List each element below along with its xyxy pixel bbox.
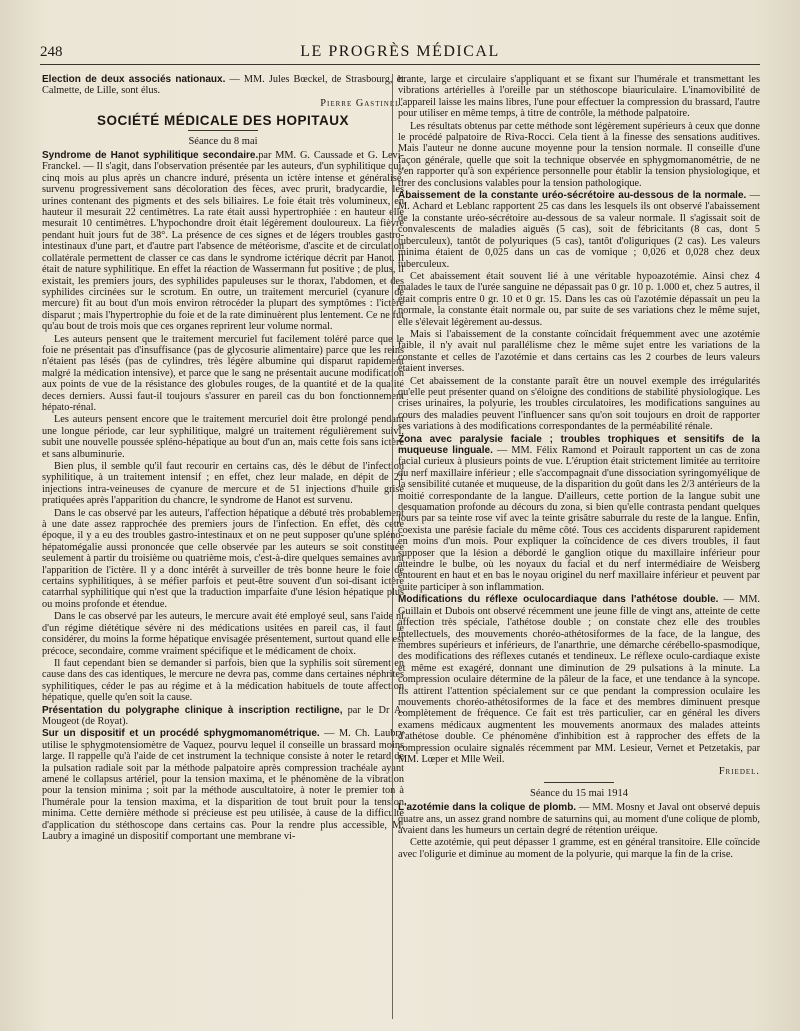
society-title: SOCIÉTÉ MÉDICALE DES HOPITAUX [96,113,350,129]
article-paragraph [42,461,404,507]
article-paragraph [398,121,760,189]
article-text: Cet abaissement de la constante paraît être un nouvel exemple des irrégularités qu'elle peut présenter quand on s'éloigne des conditions de stabilité physiologique. Les crises urinaires, la polyurie, les troubles circulatoires, les modifications sanguines au cours des maladies peuvent l'influencer sans qu'on soit toujours en droit de rapporter ses variations à des modifications correspondantes de la perméabilité rénale. [398,375,760,433]
article-text: — M. Ch. Laubry utilise le sphygmotensiomètre de Vaquez, pourvu lequel il conseille un brassard moins large. Il rappelle qu'à l'aide de cet instrument la technique consiste à noter le retard de la pulsation radiale soit par la méthode palpatoire après compression trachéale ayant amené le collapsus artériel, pour la tension maxima, et le phénomène de la vibration pour la tension minima ; soit par la méthode auscultatoire, à noter le premier ton à l'humérale pour la tension maxima, et la disparition de tout bruit pour la tension minima. Cette dernière méthode si précieuse est peu utilisée, à cause de la difficulté d'application du stéthoscope dans certains cas. Pour la rendre plus accessible, M. Laubry a imaginé un dispositif comportant une membrane vi- [42,728,404,842]
column-divider [392,74,393,1019]
article-paragraph [398,434,760,594]
article-text: Mais si l'abaissement de la constante coïncidait fréquemment avec une azotémie faible, il n'y avait nul parallélisme chez le même sujet entre les variations de la constante et celles de l'azotémie et dans certains cas les 2 courbes de leurs valeurs étaient inverses. [398,328,760,375]
article-paragraph [42,334,404,414]
article-paragraph [42,150,404,333]
article-paragraph [398,594,760,765]
article-text: — MM. Guillain et Dubois ont observé récemment une jeune fille de vingt ans, atteinte de cette affection très spéciale, l'athétose double ; on constate chez elle des troubles intellectuels, des mouvements choréo-athétosiformes de la face, de la langue, des membres supérieurs et inférieurs, de l'anarthrie, une démarche cérébello-spasmodique, des modifications des réflexes cutanés et tendineux. Le réflexe oculo-cardiaque existe et même est exagéré, donnant une diminution de 29 pulsations à la minute. La compression oculaire détermine de la pâleur de la face, et une tendance à la syncope. Ils attirent l'attention spécialement sur ce que pendant la compression oculaire les mouvements choréo-athétosiformes de la face et des membres diminuent presque complètement de fréquence. Ce fait est très particulier, car en général les divers examens médicaux augmentent les mouvements anormaux des malades atteints d'athétose double. Ce phénomène d'inhibition est à rapprocher des effets de la compression oculaire signalés récemment par MM. Lesieur, Vernet et Petzetakis, par MM. Lœper et Mlle Weil. [398,594,760,765]
session2-date: Séance du 15 mai 1914 [530,787,628,799]
article-text: par MM. G. Caussade et G. Levi-Franckel. — Il s'agit, dans l'observation présentée par les auteurs, d'un syphilitique qui, cinq mois au plus après un chancre induré, présenta un ictère intense et généralisé, survenu progressivement sans décoloration des fèces, avec prurit, bradycardie, les urines contenant des pigments et des sels biliaires. Le foie était très volumineux, en hauteur il mesurait 22 centimètres. La rate était aussi hypertrophiée : en hauteur elle mesurait 10 centimètres. L'hypochondre droit était légèrement douloureux. La fièvre pendant huit jours fut de 38°. La présence de ces signes et de légers troubles gastro-intestinaux d'une part, et d'autre part l'absence de météorisme, d'ascite et de circulation collatérale permettent de classer ce cas dans le syndrome ictérique décrit par Hanot. Il était de nature syphilitique. En effet la réaction de Wassermann fut positive ; de plus, il existait, les premiers jours, des syphilides papuleuses sur le thorax, l'abdomen, et des syphilides circinées sur le scrotum. En outre, un traitement mercuriel (cyanure de mercure) fit au bout d'un mois environ rétrocéder la plupart des symptômes : l'ictère disparut ; mais l'hypertrophie du foie et de la rate diminuèrent plus lentement. Ce ne fut qu'au bout de trois mois que ces organes reprirent leur volume normal. [42,150,404,333]
article-text: Bien plus, il semble qu'il faut recourir en certains cas, dès le début de l'infection syphilitique, à un traitement intensif ; en effet, chez leur malade, en dépit de 21 injections intra-veineuses de cyanure de mercure et de 51 injections d'huile grise pratiquées après l'apparition du chancre, le syndrome de Hanot est survenu. [42,461,404,507]
page-number: 248 [40,44,63,60]
article-text: Dans le cas observé par les auteurs, l'affection hépatique a débuté très probablement à une date assez rapprochée des premiers jours de l'infection. En effet, dès cette époque, il y a eu des troubles gastro-intestinaux et on ne peut supposer qu'une spléno-hépatomégalie aussi prononcée que celle observée par les auteurs se soit constituée seulement à partir du troisième ou quatrième mois, c'est-à-dire quelques semaines avant l'apparition de l'ictère. Il y a donc intérêt à surveiller de très bonne heure le foie de certains syphilitiques, à se méfier parfois et peut-être souvent d'un soi-disant ictère catarrhal syphilitique qui n'est que la traduction imparfaite d'une lésion hépatique plus ou moins profonde et étendue. [42,507,404,610]
article-text: — MM. Félix Ramond et Poirault rapportent un cas de zona facial curieux à plusieurs points de vue. L'éruption était strictement limitée au territoire du nerf maxillaire inférieur ; elle s'accompagnait d'une dissociation syringomyélique de la sensibilité cutanée et muqueuse, de la disparition du goût dans les 2/3 antérieurs de la moitié correspondante de la langue. D'ailleurs, cette portion de la langue subit une desquamation profonde au décours du zona, si bien qu'elle contrasta pendant quelques jours par sa teinte rose vif avec la teinte grisâtre saburrale du reste de la langue. Enfin, coexista une parésie faciale du même côté. Tous ces accidents disparurent rapidement en moins d'un mois. Pour expliquer la coïncidence de ces divers troubles, il faut supposer que la lésion a débordé le ganglion otique du maxillaire inférieur pour atteindre le bulbe, où les noyaux du facial et du nerf intermédiaire de Weisberg entourent en haut et en bas le noyau originel du nerf maxillaire inférieur et peuvent par suite participer à son inflammation. [398,445,760,593]
article-heading: Modifications du réflexe oculocardiaque dans l'athétose double. [398,594,719,606]
article-text: Les auteurs pensent encore que le traitement mercuriel doit être prolongé pendant une longue période, car leur syphilitique, malgré un traitement régulièrement suivi, subit une nouvelle poussée spléno-hépatique au bout d'un an, mais cette fois sans ictère et sans albuminurie. [42,414,404,460]
article-heading: Sur un dispositif et un procédé sphygmomanométrique. [42,728,320,740]
article-paragraph [42,508,404,611]
article-text: brante, large et circulaire s'appliquant et se fixant sur l'humérale et transmettant les vibrations artérielles à l'oreille par un stéthoscope biauriculaire. L'inamovibilité de l'appareil laisse les mains libres, l'une pour effectuer la compression du brassard, l'autre pour utiliser en même temps, à titre de contrôle, la méthode palpatoire. [398,74,760,120]
article-text: Cette azotémie, qui peut dépasser 1 gramme, est en général transitoire. Elle coïncide avec l'oligurie et diminue au moment de la polyurie, qui marque la fin de la crise. [398,837,760,860]
article-heading: Zona avec paralysie faciale ; troubles trophiques et sensitifs de la muqueuse linguale. [398,433,760,456]
signature-gastinel: Pierre Gastinel. [320,97,404,109]
article-text: Il faut cependant bien se demander si parfois, bien que la syphilis soit sûrement en cause dans des cas identiques, le mercure ne devra pas, comme dans certaines néphrites syphilitiques, céder le pas au régime et à la médication habituels de toute affection hépatique, quelle qu'en soit la cause. [42,657,404,704]
article-paragraph [42,705,404,728]
article-paragraph [398,376,760,433]
election-text: — MM. Jules Bœckel, de Strasbourg, et Calmette, de Lille, sont élus. [42,74,404,97]
election-paragraph [42,74,404,97]
article-text: Les résultats obtenus par cette méthode sont légèrement supérieurs à ceux que donne le procédé palpatoire de Riva-Rocci. Cela tient à la finesse des sensations auditives. Mais l'auteur ne donne aucune moyenne pour la tension normale. Il conseille d'une façon générale, quelle que soit la technique observée en sphygmomanométrie, de ne s'en rapporter qu'à son expérience personnelle pour établir la tension physiologique, et tirer des conclusions valables pour la tension pathologique. [398,120,760,189]
article-paragraph [398,802,760,836]
session-date: Séance du 8 mai [188,135,258,147]
article-heading: L'azotémie dans la colique de plomb. [398,802,577,814]
header-rule [40,64,760,65]
article-paragraph [398,190,760,270]
article-paragraph [398,74,760,120]
article-text: — MM. Mosny et Javal ont observé depuis quatre ans, un assez grand nombre de saturnins qui, au moment d'une colique de plomb, avaient dans les humeurs un certain degré de rétention uréique. [398,802,760,836]
article-text: Dans le cas observé par les auteurs, le mercure avait été employé seul, sans l'aide ni d'un régime diététique sévère ni des médications usitées en pareil cas, il faut le considérer, du moins la forme hépatique envisagée présentement, surtout quand elle est précoce, secondaire, comme vraiment spécifique et le médicament de choix. [42,611,404,657]
article-paragraph [398,271,760,328]
article-heading: Présentation du polygraphe clinique à inscription rectiligne, [42,704,343,716]
article-paragraph [42,611,404,657]
journal-title: LE PROGRÈS MÉDICAL [300,43,500,60]
left-column [42,74,404,1019]
article-text: Cet abaissement était souvent lié à une véritable hypoazotémie. Ainsi chez 4 malades le taux de l'urée sanguine ne dépassait pas 0 gr. 10 p. 1.000 et, chez 5 autres, il était compris entre 0 gr. 10 et 0 gr. 15. Dans les cas où l'azotémie dépassait un peu la normale, la constante était normale ou, par suite de ses variations chez le même sujet, elle s'élevait légèrement au-dessus. [398,270,760,328]
article-paragraph [398,329,760,375]
article-paragraph [42,414,404,460]
article-paragraph [42,658,404,704]
article-paragraph [42,728,404,842]
left-paragraphs [42,150,404,842]
right-paragraphs-2 [398,802,760,860]
article-text: Les auteurs pensent que le traitement mercuriel fut facilement toléré parce que le foie ne présentait pas d'insuffisance (pas de glycosurie alimentaire) parce que les reins n'étaient pas lésés (pas de cylindres, très légère albumine qui disparut rapidement malgré la médication intensive), et parce que le sang ne présentait aucune modification aux points de vue de la résistance des globules rouges, de la quantité et de la qualité deces derniers. Aussi faut-il toujours s'assurer en pareil cas du bon fonctionnement hépato-rénal. [42,333,404,413]
article-heading: Abaissement de la constante uréo-sécrétoire au-dessous de la normale. [398,190,747,202]
article-paragraph [398,837,760,860]
session-rule [544,782,614,783]
title-rule [188,130,258,131]
election-heading: Election de deux associés nationaux. [42,74,226,85]
article-heading: Syndrome de Hanot syphilitique secondaire. [42,150,259,162]
right-column [398,74,760,1019]
article-text: — M. Achard et Leblanc rapportent 25 cas dans les lesquels ils ont observé l'abaissement de la constante uréo-sécrétoire au-dessous de sa valeur normale. Il s'agissait soit de convalescents de maladies aiguës (5 cas), soit de fébricitants (8 cas, dont 5 tuberculeux), tantôt de polyuriques (5 cas), tantôt d'oliguriques (2 cas). Les valeurs minima étaient de 0,025 dans un cas de vomique ; 0,026 et 0,028 chez deux tuberculeux. [398,190,760,270]
article-text: par le Dr A. Mougeot (de Royat). [42,704,404,727]
right-paragraphs [398,74,760,765]
signature-friedel: Friedel. [718,766,760,778]
